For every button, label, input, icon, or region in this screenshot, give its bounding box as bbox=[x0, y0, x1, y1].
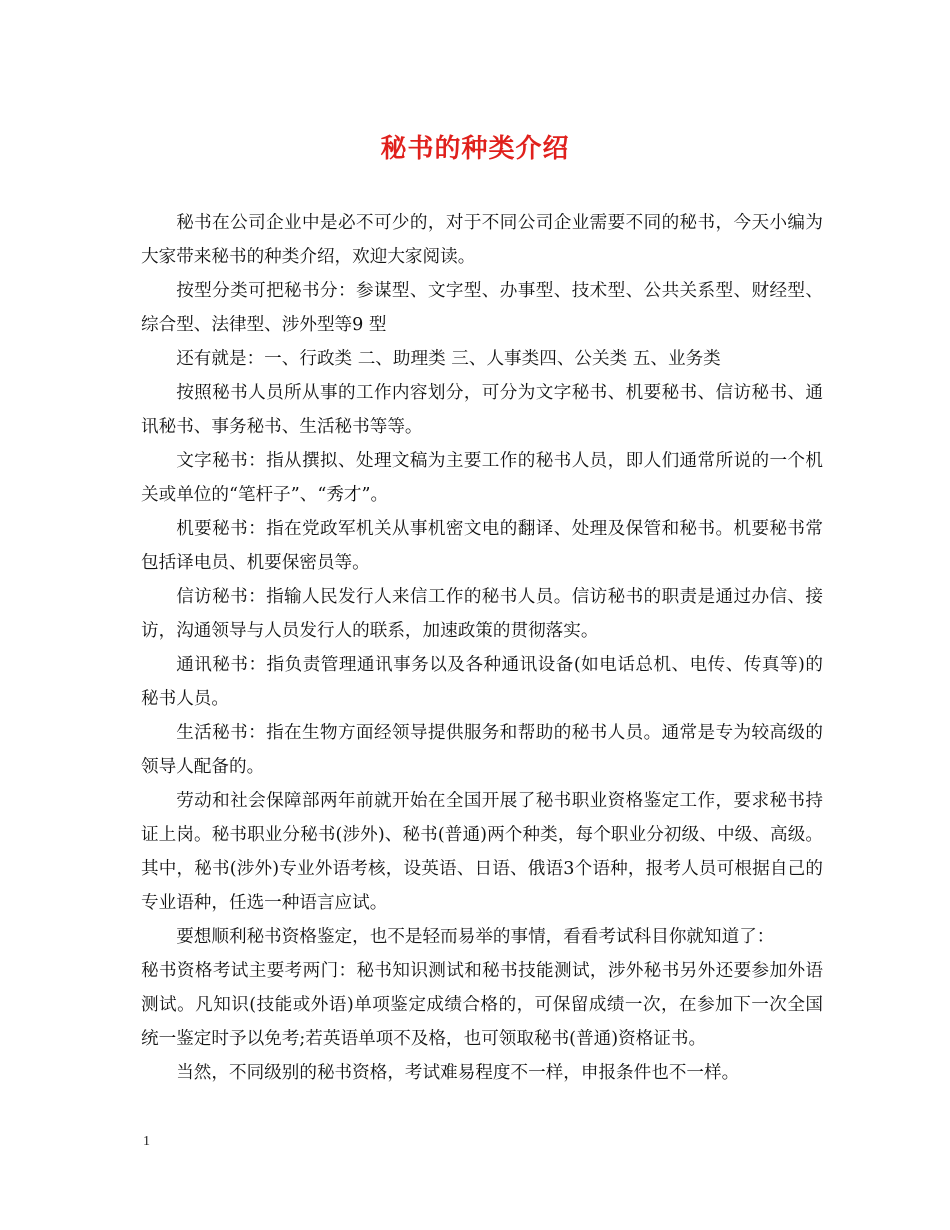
paragraph: 机要秘书：指在党政军机关从事机密文电的翻译、处理及保管和秘书。机要秘书常包括译电员、机要保密员等。 bbox=[141, 519, 823, 573]
paragraph: 文字秘书：指从撰拟、处理文稿为主要工作的秘书人员，即人们通常所说的一个机关或单位的“笔杆子”、“秀才”。 bbox=[141, 451, 823, 505]
paragraph: 按型分类可把秘书分：参谋型、文字型、办事型、技术型、公共关系型、财经型、综合型、法律型、涉外型等9 型 bbox=[141, 281, 823, 335]
paragraph: 秘书在公司企业中是必不可少的，对于不同公司企业需要不同的秘书，今天小编为大家带来秘书的种类介绍，欢迎大家阅读。 bbox=[141, 213, 823, 267]
page-number: 1 bbox=[143, 1134, 150, 1149]
paragraph: 生活秘书：指在生物方面经领导提供服务和帮助的秘书人员。通常是专为较高级的领导人配备的。 bbox=[141, 723, 823, 777]
document-body bbox=[141, 206, 823, 1090]
paragraph: 还有就是：一、行政类 二、助理类 三、人事类四、公关类 五、业务类 bbox=[176, 349, 721, 369]
document-title: 秘书的种类介绍 bbox=[380, 134, 570, 164]
paragraph: 劳动和社会保障部两年前就开始在全国开展了秘书职业资格鉴定工作，要求秘书持证上岗。秘书职业分秘书(涉外)、秘书(普通)两个种类，每个职业分初级、中级、高级。其中，秘书(涉外)专业外语考核，设英语、日语、俄语3个语种，报考人员可根据自己的专业语种，任选一种语言应试。 bbox=[141, 791, 823, 913]
paragraph: 要想顺利秘书资格鉴定，也不是轻而易举的事情，看看考试科目你就知道了： bbox=[176, 927, 775, 947]
paragraph: 信访秘书：指输人民发行人来信工作的秘书人员。信访秘书的职责是通过办信、接访，沟通领导与人员发行人的联系，加速政策的贯彻落实。 bbox=[141, 587, 823, 641]
paragraph: 通讯秘书：指负责管理通讯事务以及各种通讯设备(如电话总机、电传、传真等)的秘书人员。 bbox=[141, 655, 823, 709]
paragraph: 秘书资格考试主要考两门：秘书知识测试和秘书技能测试，涉外秘书另外还要参加外语测试。凡知识(技能或外语)单项鉴定成绩合格的，可保留成绩一次，在参加下一次全国统一鉴定时予以免考;若英语单项不及格，也可领取秘书(普通)资格证书。 bbox=[141, 961, 823, 1049]
paragraph: 按照秘书人员所从事的工作内容划分，可分为文字秘书、机要秘书、信访秘书、通讯秘书、事务秘书、生活秘书等等。 bbox=[141, 383, 823, 437]
paragraph: 当然，不同级别的秘书资格，考试难易程度不一样，申报条件也不一样。 bbox=[176, 1063, 740, 1083]
